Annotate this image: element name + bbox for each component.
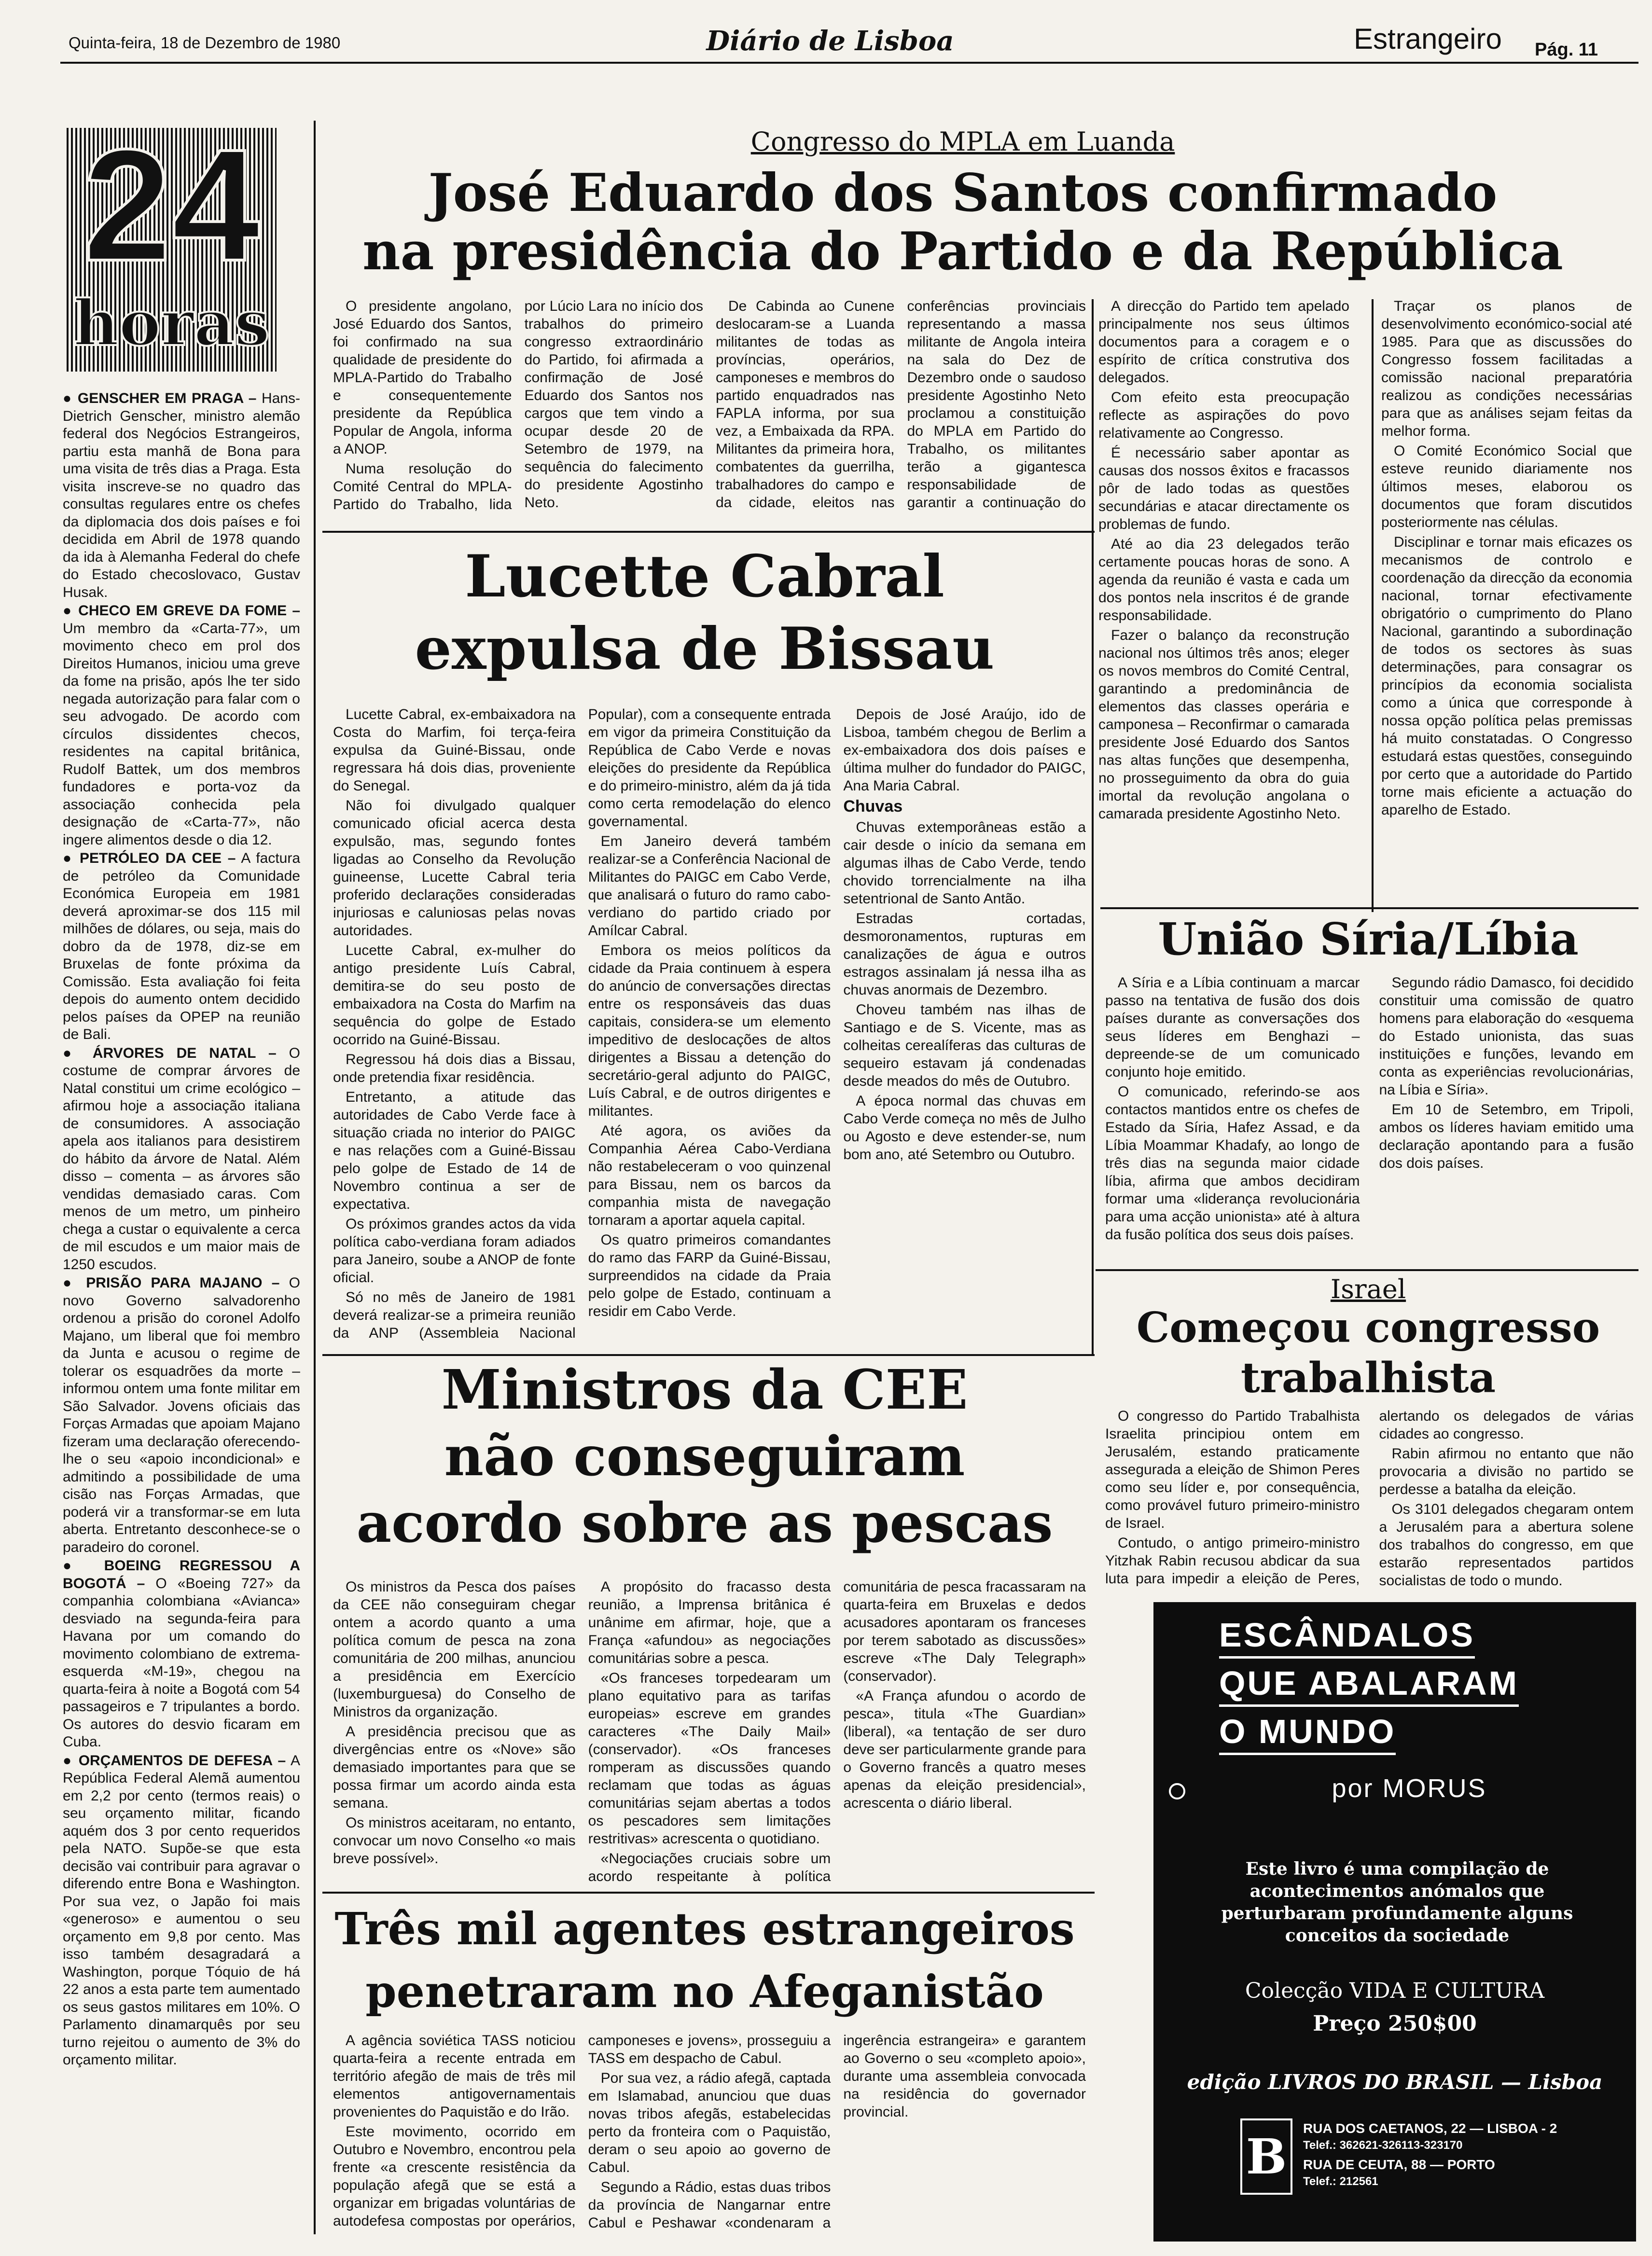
brief-item: [63, 602, 300, 849]
brief-text: O «Boeing 727» da companhia colombiana «Avianca» desviado na segunda-feira para Havana por um comando do movimento colombiano de extrema-esquerda «M-19», chegou na quarta-feira à noite a Bogotá com 54 passageiros e 7 tripulantes a bordo. Os autores do desvio ficaram em Cuba.: [63, 1575, 300, 1750]
brief-item: [63, 1557, 300, 1751]
brief-text: O novo Governo salvadorenho ordenou a prisão do coronel Adolfo Majano, um liberal que foi membro da Junta e acusou o regime de tolerar os esquadrões da morte – informou ontem uma fonte militar em São Salvador. Jovens oficiais das Forças Armadas que apoiam Majano fizeram uma declaração oferecendo-lhe o seu «apoio incondicional» e admitindo a possibilidade de uma cisão nas Forças Armadas, que poderá vir a transformar-se em luta aberta. Entretanto desconhece-se o paradeiro do coronel.: [63, 1275, 300, 1555]
lucette-paragraph: Só no mês de Janeiro de 1981 deverá realizar-se a primeira reunião da ANP (Assembleia Nacional Popular), com a consequente entrada em vigor da primeira Constituição da República de Cabo Verde e novas eleições do presidente da República e do primeiro-ministro, além da já tida como certa remodelação do elenco governamental.: [333, 706, 831, 1341]
mpla-kicker: Congresso do MPLA em Luanda: [750, 126, 1175, 157]
mpla-headline-line1: José Eduardo dos Santos confirmado: [428, 163, 1498, 223]
book-logo-icon: B: [1246, 2128, 1287, 2185]
book-advertisement: [1153, 1602, 1636, 2242]
mpla-paragraph: De Cabinda ao Cunene deslocaram-se a Luanda militantes de todas as províncias, operários, camponeses e membros do partido enquadrados nas FAPLA informa, por sua vez, a Embaixada da RPA. Militantes da primeira hora, combatentes da guerrilha, trabalhadores do campo e da cidade, eleitos nas conferências provinciais representando a massa militante de Angola inteira na sala do Dez de Dezembro onde o saudoso presidente Agostinho Neto proclamou a constituição do MPLA em Partido do Trabalho, os militantes terão a gigantesca responsabilidade de garantir a continuação do: [716, 298, 1086, 511]
afeg-headline-line2: penetraram no Afeganistão: [365, 1965, 1044, 2018]
chuvas-paragraph: Estradas cortadas, desmoronamentos, rupturas em canalizações de água e outros estragos assinalam já nessa ilha as chuvas anormais de Dezembro.: [843, 911, 1086, 998]
mpla-headline: [328, 164, 1597, 281]
mpla-paragraph: Traçar os planos de desenvolvimento económico-social até 1985. Para que as discussões do Congresso fossem facilitadas a comissão nacional preparatória realizou as condições necessárias para que as análises sejam feitas da melhor forma.: [1381, 298, 1632, 439]
lucette-paragraph: Entretanto, a atitude das autoridades de Cabo Verde face à situação criada no interior do PAIGC e nas relações com a Guiné-Bissau pelo golpe de Estado de 14 de Novembro continua a ser de expectativa.: [333, 1089, 576, 1212]
chuvas-paragraph: A época normal das chuvas em Cabo Verde começa no mês de Julho ou Agosto e deve estender-se, num bom ano, até Setembro ou Outubro.: [843, 1093, 1086, 1163]
ad-publisher: edição LIVROS DO BRASIL — Lisboa: [1187, 2070, 1603, 2094]
lucette-paragraph: Não foi divulgado qualquer comunicado oficial acerca desta expulsão, mas, segundo fontes ligadas ao Conselho da Revolução guineense, Lucette Cabral teria proferido declarações consideradas injuriosas e caluniosas pelas novas autoridades.: [333, 798, 576, 939]
afeg-paragraph: A agência soviética TASS noticiou quarta-feira a recente entrada em território afegão de mais de três mil elementos antigovernamentais provenientes do Paquistão e do Irão.: [333, 2033, 576, 2120]
issue-date: Quinta-feira, 18 de Dezembro de 1980: [69, 34, 341, 52]
brief-head: ● ÁRVORES DE NATAL –: [63, 1045, 277, 1061]
siria-top-rule: [1100, 907, 1638, 909]
lucette-paragraph: Depois de José Araújo, ido de Lisboa, também chegou de Berlim a ex-embaixadora dos dois países e última mulher do fundador do PAIGC, Ana Maria Cabral.: [843, 706, 1086, 794]
mpla-paragraph: O presidente angolano, José Eduardo dos Santos, foi confirmado na sua qualidade de presidente do MPLA-Partido do Trabalho e consequentemente presidente da República Popular de Angola, informa a ANOP.: [333, 298, 512, 457]
siria-paragraph: A Síria e a Líbia continuam a marcar passo na tentativa de fusão dos dois países durante as conversações dos seus líderes em Benghazi – depreende-se de um comunicado conjunto hoje emitido.: [1105, 975, 1360, 1080]
ad-address-porto: RUA DE CEUTA, 88 — PORTO: [1303, 2157, 1495, 2172]
mpla-paragraph: Numa resolução do Comité Central do MPLA-Partido do Trabalho, lida por Lúcio Lara no início dos trabalhos do primeiro congresso extraordinário do Partido, foi afirmada a confirmação de José Eduardo dos Santos nos cargos que tem vindo a ocupar desde 20 de Setembro de 1979, na sequência do falecimento do presidente Agostinho Neto.: [333, 298, 703, 512]
siria-paragraph: Segundo rádio Damasco, foi decidido constituir uma comissão de quatro homens para elaboração do «esquema do Estado unionista, das suas instituições e funções, levando em conta as experiências revolucionárias, na Líbia e Síria».: [1379, 975, 1634, 1098]
cee-bottom-rule: [322, 1892, 1095, 1894]
lucette-paragraph: Lucette Cabral, ex-embaixadora na Costa do Marfim, foi terça-feira expulsa da Guiné-Bissau, onde regressara há dois dias, proveniente do Senegal.: [333, 706, 576, 794]
ad-price: Preço 250$00: [1313, 2011, 1477, 2036]
israel-paragraph: Rabin afirmou no entanto que não provocaria a divisão no partido se perdesse a batalha da eleição.: [1379, 1446, 1634, 1497]
israel-top-rule: [1096, 1269, 1638, 1271]
cee-paragraph: A presidência precisou que as divergências entre os «Nove» são demasiado importantes para que se possa firmar um acordo ainda esta semana.: [333, 1724, 576, 1811]
mpla-paragraph: Até ao dia 23 delegados terão certamente poucas horas de sono. A agenda da reunião é vasta e cada um dos pontos nela inscritos é de grande responsabilidade.: [1098, 536, 1349, 623]
lucette-paragraph: Embora os meios políticos da cidade da Praia continuem à espera do anúncio de conversações directas entre os responsáveis das duas capitais, considera-se um elemento impeditivo de deslocações de altos dirigentes a Bissau a detenção do secretário-geral adjunto do PAIGC, Luís Cabral, e de outros dirigentes e militantes.: [588, 942, 831, 1119]
afeg-headline-line1: Três mil agentes estrangeiros: [334, 1903, 1075, 1955]
cee-headline-line3: acordo sobre as pescas: [356, 1492, 1053, 1555]
afeg-paragraph: Segundo a Rádio, estas duas tribos da província de Nangarnar entre Cabul e Peshawar «condenaram a ingerência estrangeira» e garantem ao Governo o seu «completo apoio», durante uma assembleia convocada na residência do governador provincial.: [588, 2033, 1086, 2231]
siria-headline: União Síria/Líbia: [1158, 913, 1579, 965]
ad-collection: Colecção VIDA E CULTURA: [1245, 1979, 1545, 2003]
lucette-paragraph: Em Janeiro deverá também realizar-se a Conferência Nacional de Militantes do PAIGC em Cabo Verde, que analisará o futuro do ramo cabo-verdiano do partido criado por Amílcar Cabral.: [588, 833, 831, 939]
cee-paragraph: «A França afundou o acordo de pesca», titula «The Guardian» (liberal), «a tentação de ser duro deve ser particularmente grande para o Governo francês a quatro meses apenas da eleição presidencial», acrescenta o diário liberal.: [843, 1688, 1086, 1811]
brief-text: A factura de petróleo da Comunidade Económica Europeia em 1981 deverá aproximar-se dos 115 mil milhões de dólares, ou seja, mais do dobro da de 1978, diz-se em Bruxelas de fonte próxima da Comissão. Esta avaliação foi feita depois do aumento ontem decidido pelos países da OPEP na reunião de Bali.: [63, 850, 300, 1042]
afeg-paragraph: Por sua vez, a rádio afegã, captada em Islamabad, anunciou que duas novas tribos afegãs, estabelecidas perto da fronteira com o Paquistão, deram o seu apoio ao governo de Cabul.: [588, 2070, 831, 2175]
mpla-col-divider: [1092, 299, 1094, 1356]
masthead: Diário de Lisboa: [706, 25, 954, 57]
israel-headline-line1: Começou congresso: [1136, 1303, 1600, 1352]
ad-blurb: Este livro é uma compilação de acontecimentos anómalos que perturbaram profundamente alguns conceitos da sociedade: [1221, 1859, 1573, 1946]
lucette-paragraph: Os próximos grandes actos da vida política cabo-verdiana foram adiados para Janeiro, soube a ANOP de fonte oficial.: [333, 1216, 576, 1286]
briefs-logo: [67, 116, 277, 372]
brief-item: [63, 1752, 300, 2069]
lucette-paragraph: Regressou há dois dias a Bissau, onde pretendia fixar residência.: [333, 1052, 576, 1085]
section-name: Estrangeiro: [1354, 23, 1502, 55]
page-number: Pág. 11: [1535, 40, 1598, 60]
brief-text: Um membro da «Carta-77», um movimento checo em prol dos Direitos Humanos, iniciou uma greve da fome na prisão, após lhe ter sido negada autorização para falar com o seu advogado. De acordo com círculos dissidentes checos, residentes na capital britânica, Rudolf Battek, um dos membros fundadores e porta-voz da associação conhecida pela designação de «Carta-77», não ingere alimentos desde o dia 12.: [63, 620, 300, 848]
ad-title-line2: QUE ABALARAM: [1219, 1664, 1519, 1707]
israel-body: [1105, 1407, 1634, 1619]
brief-item: [63, 390, 300, 601]
brief-text: A República Federal Alemã aumentou em 2,2 por cento (termos reais) o seu orçamento militar, ficando aquém dos 3 por cento requeridos pela NATO. Supõe-se que esta decisão vai contribuir para agravar o diferendo entre Bona e Washington. Por sua vez, o Japão foi mais «generoso» e aumentou o seu orçamento em 9,8 por cento. Mas isso também desagradará a Washington, porque Tóquio de há 22 anos a esta parte tem aumentado os seus gastos militares em 10%. O Parlamento dinamarquês por seu turno rejeitou o aumento de 3% do orçamento militar.: [63, 1752, 300, 2068]
ad-ornament-icon: [1169, 1783, 1185, 1799]
chuvas-paragraph: Chuvas extemporâneas estão a cair desde o início da semana em algumas ilhas de Cabo Verde, tendo chovido torrencialmente na ilha setentrional de Santo Antão.: [843, 819, 1086, 907]
israel-paragraph: Os 3101 delegados chegaram ontem a Jerusalém para a abertura solene dos trabalhos do congresso, em que estarão representados partidos socialistas de todo o mundo.: [1379, 1501, 1634, 1589]
mpla-paragraph: É necessário saber apontar as causas dos nossos êxitos e fracassos pôr de lado todas as questões secundárias e atacar directamente os problemas de fundo.: [1098, 445, 1349, 532]
israel-headline: [1103, 1303, 1634, 1403]
chuvas-paragraph: Choveu também nas ilhas de Santiago e de S. Vicente, mas as colheitas cerealíferas das culturas de sequeiro estavam já condenadas desde meados do mês de Outubro.: [843, 1002, 1086, 1089]
mpla-paragraph: A direcção do Partido tem apelado principalmente nos seus últimos documentos para a coragem e o espírito de crítica construtiva dos delegados.: [1098, 298, 1349, 386]
ad-title-line3: O MUNDO: [1219, 1712, 1396, 1755]
ad-address-lisboa: RUA DOS CAETANOS, 22 — LISBOA - 2: [1303, 2121, 1557, 2136]
brief-text: Hans-Dietrich Genscher, ministro alemão federal dos Negócios Estrangeiros, partiu esta manhã de Bona para uma visita de três dias a Praga. Esta visita inscreve-se no quadro das consultas regulares entre os chefes da diplomacia dos dois países e foi decidida em Abril de 1978 quando da ida à Alemanha Federal do chefe do Estado checoslovaco, Gustav Husak.: [63, 390, 300, 600]
siria-paragraph: O comunicado, referindo-se aos contactos mantidos entre os chefes de Estado da Síria, Hafez Assad, e da Líbia Moammar Khadafy, ao longo de três dias na segunda maior cidade líbia, afirma que ambos decidiram formar uma «liderança revolucionária para uma acção unionista» até à altura da fusão política dos seus dois países.: [1105, 1084, 1360, 1243]
lucette-body: [333, 706, 1086, 1352]
cee-headline-line1: Ministros da CEE: [441, 1358, 968, 1422]
brief-head: ● BOEING REGRESSOU A BOGOTÁ –: [63, 1558, 300, 1592]
cee-paragraph: «Negociações cruciais sobre um acordo respeitante à política comunitária de pesca fracassaram na quarta-feira em Bruxelas e dedos acusadores apontaram os franceses por terem sabotado as discussões» escreve «The Daly Telegraph» (conservador).: [588, 1579, 1086, 1884]
israel-paragraph: Contudo, o antigo primeiro-ministro Yitzhak Rabin recusou abdicar da sua luta para impedir a eleição de Peres, alertando os delegados de várias cidades ao congresso.: [1105, 1408, 1634, 1587]
israel-kicker: Israel: [1330, 1274, 1406, 1304]
cee-paragraph: Os ministros da Pesca dos países da CEE não conseguiram chegar ontem a acordo quanto a uma política comum de pesca na zona comunitária de 200 milhas, anunciou a presidência em Exercício (luxemburguesa) do Conselho de Ministros da organização.: [333, 1579, 576, 1720]
israel-headline-line2: trabalhista: [1240, 1354, 1496, 1402]
brief-head: ● GENSCHER EM PRAGA –: [63, 390, 257, 406]
brief-item: [63, 1274, 300, 1556]
lucette-headline-line1: Lucette Cabral: [465, 542, 944, 610]
cee-headline: [328, 1357, 1081, 1557]
mpla-headline-line2: na presidência do Partido e da República: [362, 221, 1563, 282]
cee-headline-line2: não conseguiram: [444, 1425, 965, 1488]
mpla-col-divider-2: [1372, 299, 1374, 912]
lucette-paragraph: Os quatro primeiros comandantes do ramo das FARP da Guiné-Bissau, surpreendidos na cidade da Praia pelo golpe de Estado, continuam a residir em Cabo Verde.: [588, 1232, 831, 1319]
lucette-bottom-rule: [322, 1354, 1095, 1356]
cee-paragraph: A propósito do fracasso desta reunião, a Imprensa britânica é unânime em afirmar, hoje, que a França «afundou» as negociações comunitárias sobre a pesca.: [588, 1579, 831, 1666]
ad-phone-porto: Telef.: 212561: [1303, 2175, 1378, 2188]
lucette-paragraph: Até agora, os aviões da Companhia Aérea Cabo-Verdiana não restabeleceram o voo quinzenal para Bissau, nem os barcos da companhia mista de navegação tornaram a aportar aquela capital.: [588, 1123, 831, 1228]
ad-title-line1: ESCÂNDALOS: [1219, 1616, 1475, 1659]
header-rule: [60, 62, 1638, 64]
cee-paragraph: Os ministros aceitaram, no entanto, convocar um novo Conselho «o mais breve possível».: [333, 1815, 576, 1867]
lucette-headline-line2: expulsa de Bissau: [415, 615, 995, 683]
ad-phone-lisboa: Telef.: 362621-326113-323170: [1303, 2139, 1463, 2152]
brief-head: ● PETRÓLEO DA CEE –: [63, 850, 236, 866]
logo-word: horas: [73, 286, 270, 360]
brief-head: ● CHECO EM GREVE DA FOME –: [63, 603, 300, 619]
cee-body: [333, 1578, 1086, 1888]
briefs-column: [63, 390, 300, 2238]
chuvas-subhead: Chuvas: [843, 797, 903, 816]
siria-paragraph: Em 10 de Setembro, em Tripoli, ambos os líderes haviam emitido uma declaração apontando para a fusão dos dois países.: [1379, 1102, 1634, 1171]
mpla-paragraph: O Comité Económico Social que esteve reunido diariamente nos últimos meses, elaborou os documentos que foram discutidos posteriormente nas células.: [1381, 443, 1632, 530]
mpla-body-col6: [1381, 297, 1632, 910]
mpla-body: [333, 297, 1086, 525]
mpla-paragraph: Fazer o balanço da reconstrução nacional nos últimos três anos; eleger os novos membros do Comité Central, garantindo a predominância de elementos das classes operária e camponesa – Reconfirmar o camarada presidente José Eduardo dos Santos nas altas funções que desempenha, no prosseguimento da obra do guia imortal da revolução angolana o camarada presidente Agostinho Neto.: [1098, 627, 1349, 822]
israel-paragraph: O congresso do Partido Trabalhista Israelita principiou ontem em Jerusalém, estando praticamente assegurada a eleição de Shimon Peres como seu líder e, por consequência, como provável futuro primeiro-ministro de Israel.: [1105, 1408, 1360, 1531]
cee-paragraph: «Os franceses torpedearam um plano equitativo para as tarifas europeias» escreve em grandes caracteres «The Daily Mail» (conservador). «Os franceses romperam as discussões quando reclamam que todas as águas comunitárias sejam abertas a todos os pescadores sem limitações restritivas» acrescenta o quotidiano.: [588, 1670, 831, 1847]
afeg-headline: [328, 1897, 1081, 2023]
brief-head: ● PRISÃO PARA MAJANO –: [63, 1275, 280, 1291]
brief-text: O costume de comprar árvores de Natal constitui um crime ecológico – afirmou hoje a associação italiana de consumidores. A associação apela aos italianos para desistirem do hábito da árvore de Natal. Além disso – comenta – as árvores são vendidas demasiado caras. Com menos de um metro, um pinheiro chega a custar o equivalente a cerca de mil escudos e um maior mais de 1250 escudos.: [63, 1045, 300, 1273]
lucette-headline: [328, 540, 1081, 685]
afeg-body: [333, 2032, 1086, 2234]
afeg-paragraph: Este movimento, ocorrido em Outubro e Novembro, encontrou pela frente «a crescente resistência da população afegã que se está a organizar em brigadas voluntárias de autodefesa compostas por operários, camponeses e jovens», prosseguiu a TASS em despacho de Cabul.: [333, 2033, 831, 2229]
brief-item: [63, 1045, 300, 1274]
mpla-paragraph: Disciplinar e tornar mais eficazes os mecanismos de controlo e coordenação da direcção da economia nacional, tornar efectivamente obrigatório o cumprimento do Plano Nacional, garantindo a subordinação de todos os sectores às suas determinações, para consagrar os princípios da economia socialista como a única que corresponde à nossa opção política pelas premissas há muito constatadas. O Congresso estudará estas questões, conseguindo por certo que a autoridade do Partido torne mais eficiente a actuação do aparelho de Estado.: [1381, 534, 1632, 818]
siria-body-wrap: [1105, 974, 1634, 1263]
mpla-paragraph: Com efeito esta preocupação reflecte as aspirações do povo relativamente ao Congresso.: [1098, 389, 1349, 441]
briefs-divider: [314, 121, 316, 2234]
brief-head: ● ORÇAMENTOS DE DEFESA –: [63, 1752, 286, 1769]
brief-item: [63, 850, 300, 1044]
ad-author: por MORUS: [1332, 1774, 1487, 1803]
lucette-paragraph: Lucette Cabral, ex-mulher do antigo presidente Luís Cabral, demitira-se do seu posto de embaixadora na Costa do Marfim na sequência do golpe de Estado ocorrido na Guiné-Bissau.: [333, 942, 576, 1048]
logo-number: 24: [83, 116, 261, 294]
mpla-bottom-rule: [322, 531, 1095, 533]
ad-publisher-logo: [1240, 2118, 1292, 2195]
